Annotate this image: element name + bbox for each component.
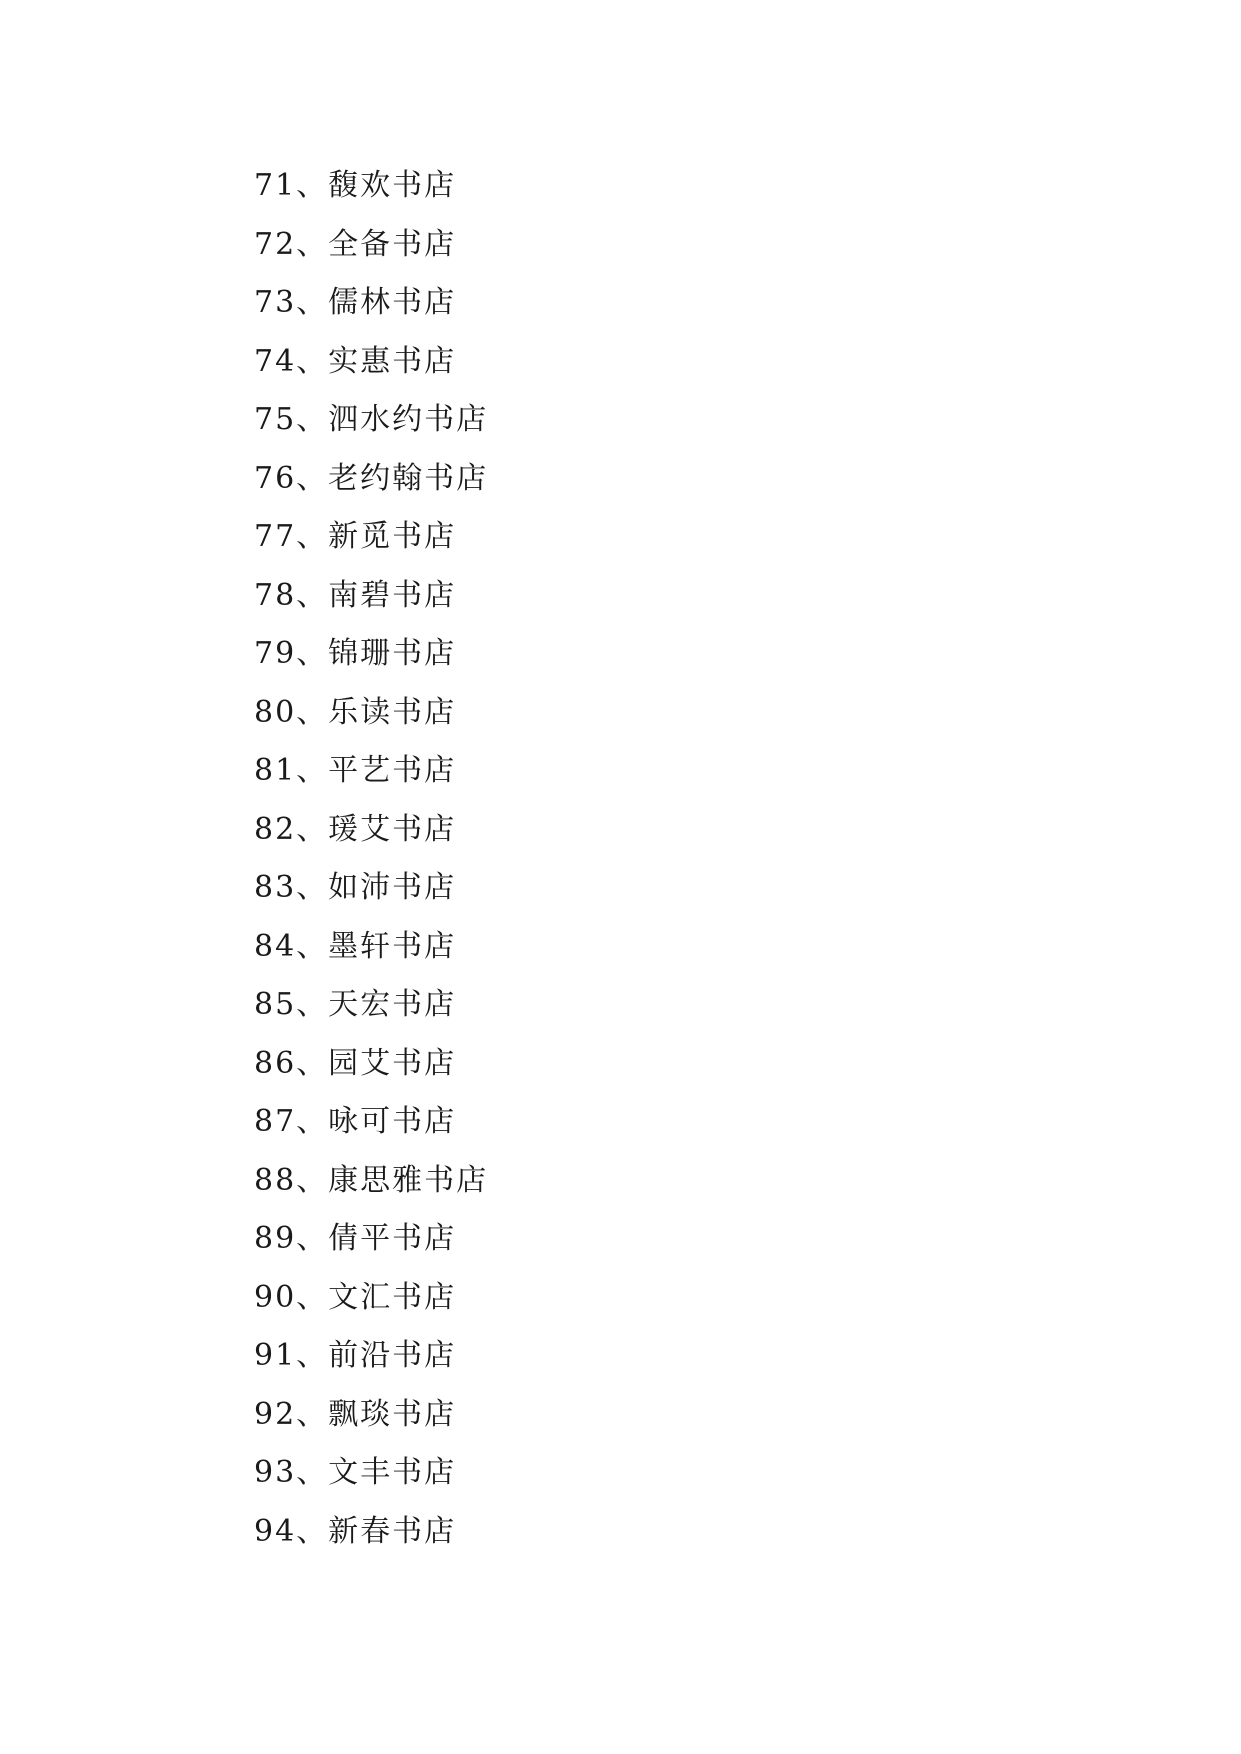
list-item: 89、倩平书店 xyxy=(254,1221,457,1256)
list-item: 75、泗水约书店 xyxy=(254,402,489,437)
list-item: 81、平艺书店 xyxy=(254,753,457,788)
list-item: 83、如沛书店 xyxy=(254,870,457,905)
list-item: 80、乐读书店 xyxy=(254,694,457,730)
list-item: 77、新觅书店 xyxy=(254,519,457,554)
list-item: 87、咏可书店 xyxy=(254,1104,457,1139)
list-item: 72、全备书店 xyxy=(254,226,457,262)
list-item: 73、儒林书店 xyxy=(254,285,457,320)
bookstore-name-list xyxy=(254,157,488,1561)
list-item: 84、墨轩书店 xyxy=(254,928,457,964)
list-item: 78、南碧书店 xyxy=(254,577,457,613)
list-item: 79、锦珊书店 xyxy=(254,636,457,671)
list-item: 91、前沿书店 xyxy=(254,1338,457,1373)
list-item: 88、康思雅书店 xyxy=(254,1162,489,1198)
list-item: 76、老约翰书店 xyxy=(254,460,489,496)
list-item: 74、实惠书店 xyxy=(254,343,457,379)
list-item: 93、文丰书店 xyxy=(254,1455,457,1490)
list-item: 85、天宏书店 xyxy=(254,987,457,1022)
list-item: 82、瑗艾书店 xyxy=(254,811,457,847)
list-item: 92、飘琰书店 xyxy=(254,1396,457,1432)
list-item: 71、馥欢书店 xyxy=(254,168,457,203)
list-item: 86、园艾书店 xyxy=(254,1045,457,1081)
list-item: 94、新春书店 xyxy=(254,1513,457,1549)
list-item: 90、文汇书店 xyxy=(254,1279,457,1315)
